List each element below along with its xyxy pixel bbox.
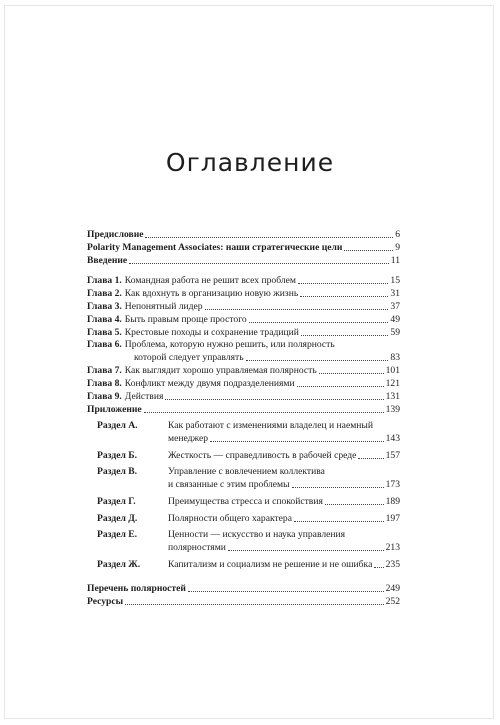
page-number: 11 — [390, 255, 400, 266]
entry-title-cont: и связанные с этим проблемы — [168, 479, 290, 490]
page-number: 131 — [385, 391, 400, 402]
entry-label: Предисловие — [87, 229, 144, 240]
page-number: 15 — [390, 275, 400, 286]
page-number: 252 — [385, 596, 400, 607]
entry-title: Конфликт между двумя подразделениями — [124, 378, 295, 389]
leader-dots — [344, 250, 393, 251]
entry-title-cont: менеджер — [168, 433, 209, 444]
toc-entry-chapter-5[interactable] — [87, 326, 400, 339]
leader-dots — [374, 567, 383, 568]
entry-title: Преимущества стресса и спокойствия — [168, 496, 323, 507]
page-number: 6 — [395, 229, 400, 240]
entry-title: Крестовые походы и сохранение традиций — [124, 327, 299, 338]
table-of-contents — [87, 228, 400, 608]
page-number: 31 — [390, 288, 400, 299]
page-number: 143 — [385, 433, 400, 444]
leader-dots — [298, 283, 388, 284]
entry-title: Полярности общего характера — [168, 513, 292, 524]
toc-entry-polarity-list[interactable] — [87, 582, 400, 595]
entry-label: Ресурсы — [87, 596, 124, 607]
page-number: 249 — [385, 583, 400, 594]
toc-entry-section-g[interactable] — [87, 495, 400, 508]
toc-entry-chapter-6-cont[interactable] — [87, 351, 400, 364]
toc-entry-chapter-3[interactable] — [87, 300, 400, 313]
entry-title-cont: которой следует управлять — [134, 352, 244, 363]
entry-label: Раздел Ж. — [97, 559, 141, 570]
leader-dots — [358, 458, 383, 459]
entry-title: Как работают с изменениями владелец и наемный — [168, 420, 373, 431]
page-number: 197 — [385, 513, 400, 524]
leader-dots — [125, 604, 383, 605]
toc-entry-section-a[interactable] — [87, 420, 400, 445]
entry-label: Глава 9. — [87, 391, 122, 402]
leader-dots — [188, 591, 384, 592]
leader-dots — [292, 487, 384, 488]
leader-dots — [129, 263, 389, 264]
leader-dots — [301, 335, 389, 336]
entry-label: Раздел Б. — [97, 450, 137, 461]
entry-label: Раздел А. — [97, 420, 138, 431]
entry-label: Раздел В. — [97, 466, 138, 477]
page-number: 37 — [390, 301, 400, 312]
entry-title: Командная работа не решит всех проблем — [124, 275, 296, 286]
entry-title: Капитализм и социализм не решение и не ошибка — [168, 559, 373, 570]
entry-label: Глава 7. — [87, 365, 122, 376]
toc-entry-chapter-7[interactable] — [87, 364, 400, 377]
leader-dots — [246, 360, 389, 361]
page-number: 173 — [385, 479, 400, 490]
page-number: 189 — [385, 496, 400, 507]
toc-entry-pma-goals[interactable] — [87, 241, 400, 254]
entry-title: Быть правым проще простого — [124, 314, 247, 325]
toc-entry-section-b[interactable] — [87, 449, 400, 462]
entry-label: Введение — [87, 255, 128, 266]
page-number: 83 — [390, 352, 400, 363]
entry-title: Ценности — искусство и наука управления — [168, 529, 346, 540]
leader-dots — [294, 521, 384, 522]
entry-title: Как вдохнуть в организацию новую жизнь — [124, 288, 299, 299]
entry-title: Непонятный лидер — [124, 301, 203, 312]
toc-entry-chapter-2[interactable] — [87, 287, 400, 300]
entry-title: Действия — [124, 391, 164, 402]
entry-label: Глава 4. — [87, 314, 122, 325]
entry-label: Глава 3. — [87, 301, 122, 312]
toc-entry-chapter-8[interactable] — [87, 377, 400, 390]
toc-entry-foreword[interactable] — [87, 228, 400, 241]
toc-entry-resources[interactable] — [87, 595, 400, 608]
leader-dots — [297, 386, 384, 387]
leader-dots — [249, 322, 389, 323]
leader-dots — [165, 399, 383, 400]
page-number: 121 — [385, 378, 400, 389]
entry-label: Раздел Е. — [97, 529, 138, 540]
entry-title: Как выглядит хорошо управляемая полярность — [124, 365, 317, 376]
entry-label: Перечень полярностей — [87, 583, 186, 594]
toc-entry-section-v[interactable] — [87, 466, 400, 491]
entry-title: Жесткость — справедливость в рабочей среде — [168, 450, 357, 461]
toc-entry-section-zh[interactable] — [87, 558, 400, 571]
entry-label: Polarity Management Associates: наши стратегические цели — [87, 242, 343, 253]
entry-title: Управление с вовлечением коллектива — [168, 466, 325, 477]
leader-dots — [300, 296, 388, 297]
entry-label: Глава 6. — [87, 339, 122, 350]
toc-entry-introduction[interactable] — [87, 254, 400, 267]
leader-dots — [210, 441, 384, 442]
entry-label: Приложение — [87, 404, 142, 415]
toc-entry-chapter-1[interactable] — [87, 274, 400, 287]
toc-entry-chapter-4[interactable] — [87, 313, 400, 326]
page-number: 101 — [385, 365, 400, 376]
toc-entry-chapter-9[interactable] — [87, 390, 400, 403]
toc-entry-appendix[interactable] — [87, 403, 400, 416]
leader-dots — [325, 504, 384, 505]
leader-dots — [144, 412, 384, 413]
entry-label: Глава 2. — [87, 288, 122, 299]
leader-dots — [228, 550, 384, 551]
entry-title-cont: полярностями — [168, 542, 226, 553]
entry-label: Глава 1. — [87, 275, 122, 286]
entry-label: Глава 8. — [87, 378, 122, 389]
page-number: 213 — [385, 542, 400, 553]
entry-label: Раздел Г. — [97, 496, 136, 507]
page-number: 59 — [390, 327, 400, 338]
page-number: 49 — [390, 314, 400, 325]
leader-dots — [319, 373, 384, 374]
page-number: 139 — [385, 404, 400, 415]
page-title: Оглавление — [165, 148, 335, 177]
entry-title: Проблема, которую нужно решить, или полярность — [124, 339, 335, 350]
toc-entry-section-d[interactable] — [87, 512, 400, 525]
toc-entry-chapter-6[interactable] — [87, 339, 400, 351]
page-number: 157 — [385, 450, 400, 461]
toc-entry-section-e[interactable] — [87, 529, 400, 554]
leader-dots — [145, 237, 393, 238]
page-number: 9 — [395, 242, 400, 253]
entry-label: Глава 5. — [87, 327, 122, 338]
leader-dots — [205, 309, 389, 310]
page-number: 235 — [385, 559, 400, 570]
entry-label: Раздел Д. — [97, 513, 138, 524]
